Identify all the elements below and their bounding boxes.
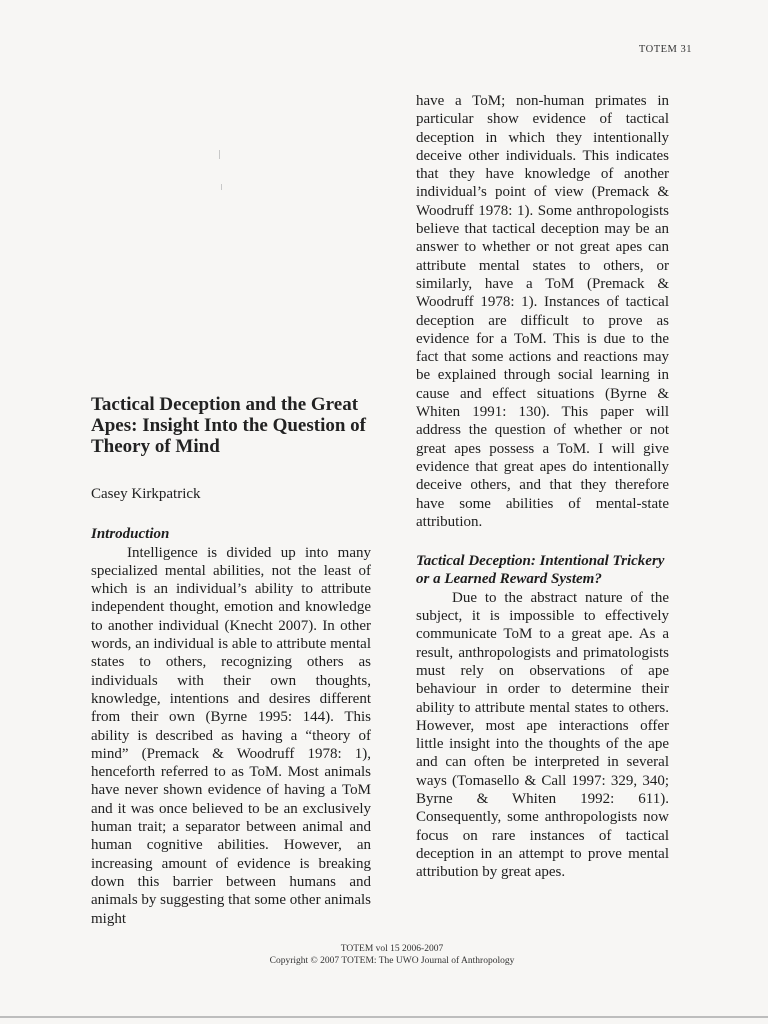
left-column (91, 394, 371, 928)
scan-speck (221, 184, 222, 190)
scan-edge (0, 1016, 768, 1018)
scan-speck (219, 150, 220, 159)
running-head: TOTEM 31 (638, 44, 692, 55)
section-heading-introduction: Introduction (91, 526, 170, 543)
article-title: Tactical Deception and the Great Apes: Insight Into the Question of Theory of Mind (91, 394, 367, 457)
body-paragraph: Due to the abstract nature of the subject, it is impossible to effectively communicate ToM to a great ape. As a result, anthropologists and primatologists must rely on observations of ape behaviour in order to determine their ability to attribute mental states to others. However, most ape interactions offer little insight into the thoughts of the ape and can often be interpreted in several ways (Tomasello & Call 1997: 329, 340; Byrne & Whiten 1992: 611). Consequently, some anthropologists now focus on rare instances of tactical deception in an attempt to prove mental attribution by great apes. (416, 589, 669, 881)
footer-copyright: Copyright © 2007 TOTEM: The UWO Journal of Anthropology (269, 956, 515, 966)
page-footer (0, 943, 768, 967)
body-paragraph-continued: have a ToM; non-human primates in particular show evidence of tactical deception in which they intentionally deceive other individuals. This indicates that they have knowledge of another individual’s point of view (Premack & Woodruff 1978: 1). Some anthropologists believe that tactical deception may be an answer to whether or not great apes can attribute mental states to others, or similarly, have a ToM (Premack & Woodruff 1978: 1). Instances of tactical deception are difficult to prove as evidence for a ToM. This is due to the fact that some actions and reactions may be explained through social learning in cause and effect situations (Byrne & Whiten 1991: 130). This paper will address the question of whether or not great apes possess a ToM. I will give evidence that great apes do intentionally deceive others, and that they therefore have some abilities of mental-state attribution. (416, 93, 669, 530)
author-name: Casey Kirkpatrick (91, 486, 201, 502)
right-column (416, 92, 669, 881)
section-heading-tactical-deception: Tactical Deception: Intentional Trickery or a Learned Reward System? (416, 553, 665, 588)
body-paragraph: Intelligence is divided up into many specialized mental abilities, not the least of which is an individual’s ability to attribute independent thought, emotion and knowledge to another individual (Knecht 2007). In other words, an individual is able to attribute mental states to others, recognizing others as individuals with their own thoughts, knowledge, intentions and desires different from their own (Byrne 1995: 144). This ability is described as having a “theory of mind” (Premack & Woodruff 1978: 1), henceforth referred to as ToM. Most animals have never shown evidence of having a ToM and it was once believed to be an exclusively human trait; a separator between animal and human cognitive abilities. However, an increasing amount of evidence is breaking down this barrier between humans and animals by suggesting that some other animals might (91, 544, 371, 927)
footer-volume: TOTEM vol 15 2006-2007 (340, 944, 444, 954)
